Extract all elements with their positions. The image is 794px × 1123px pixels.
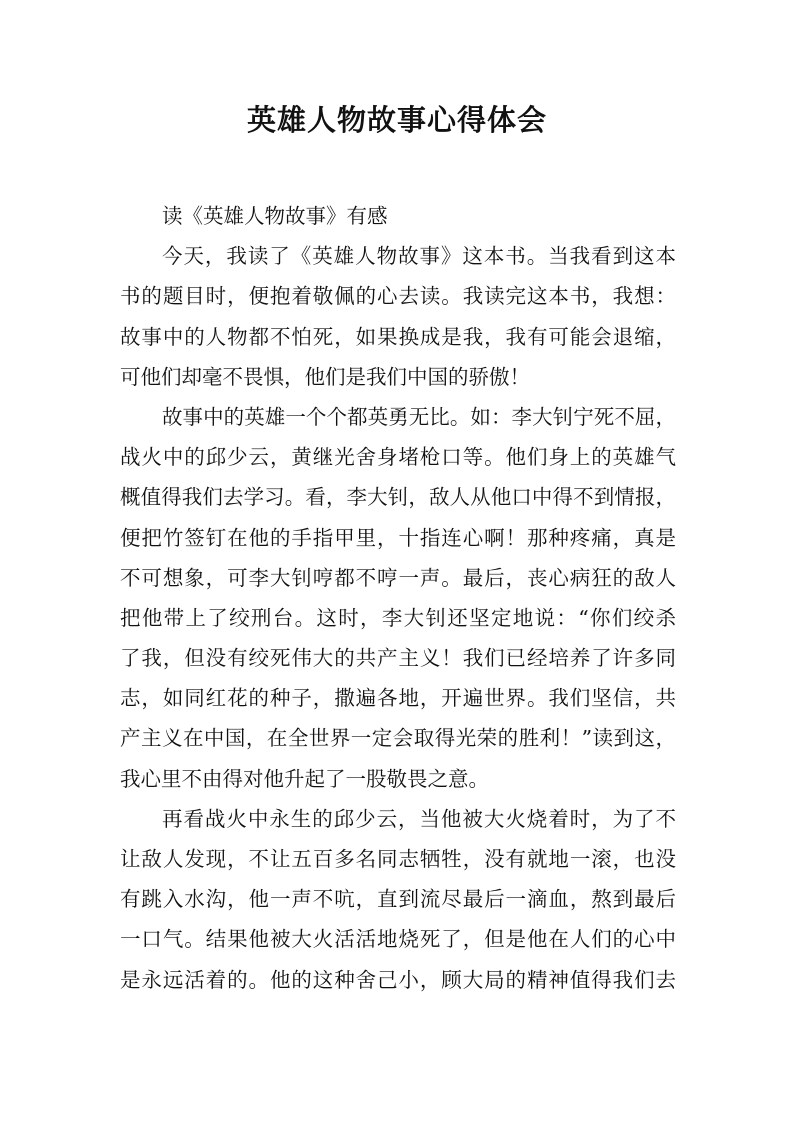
text-line: 不可想象，可李大钊哼都不哼一声。最后，丧心病狂的敌人 [120, 565, 676, 590]
text-line: 再看战火中永生的邱少云，当他被大火烧着时，为了不 [162, 806, 676, 831]
text-line: 概值得我们去学习。看，李大钊，敌人从他口中得不到情报， [120, 485, 676, 510]
document-title: 英雄人物故事心得体会 [246, 103, 547, 137]
text-line: 战火中的邱少云，黄继光舍身堵枪口等。他们身上的英雄气 [120, 445, 676, 470]
text-line: 产主义在中国，在全世界一定会取得光荣的胜利！”读到这， [120, 726, 676, 751]
text-line: 可他们却毫不畏惧，他们是我们中国的骄傲！ [120, 364, 530, 389]
text-line: 书的题目时，便抱着敬佩的心去读。我读完这本书，我想： [120, 284, 676, 309]
document-body [120, 196, 676, 1000]
text-line: 我心里不由得对他升起了一股敬畏之意。 [120, 766, 489, 791]
document-subtitle: 读《英雄人物故事》有感 [162, 204, 388, 228]
text-line: 故事中的人物都不怕死，如果换成是我，我有可能会退缩， [120, 324, 676, 349]
text-line: 把他带上了绞刑台。这时，李大钊还坚定地说：“你们绞杀 [120, 605, 676, 630]
text-line: 便把竹签钉在他的手指甲里，十指连心啊！那种疼痛，真是 [120, 525, 676, 550]
text-line: 了我，但没有绞死伟大的共产主义！我们已经培养了许多同 [120, 646, 676, 671]
text-line: 有跳入水沟，他一声不吭，直到流尽最后一滴血，熬到最后 [120, 887, 676, 912]
text-line: 志，如同红花的种子，撒遍各地，开遍世界。我们坚信，共 [120, 686, 676, 711]
text-line: 故事中的英雄一个个都英勇无比。如：李大钊宁死不屈， [162, 404, 676, 429]
text-line: 一口气。结果他被大火活活地烧死了，但是他在人们的心中 [120, 927, 676, 952]
text-line: 是永远活着的。他的这种舍己小，顾大局的精神值得我们去 [120, 967, 676, 992]
text-line: 今天，我读了《英雄人物故事》这本书。当我看到这本 [162, 244, 676, 269]
text-line: 让敌人发现，不让五百多名同志牺牲，没有就地一滚，也没 [120, 847, 676, 871]
